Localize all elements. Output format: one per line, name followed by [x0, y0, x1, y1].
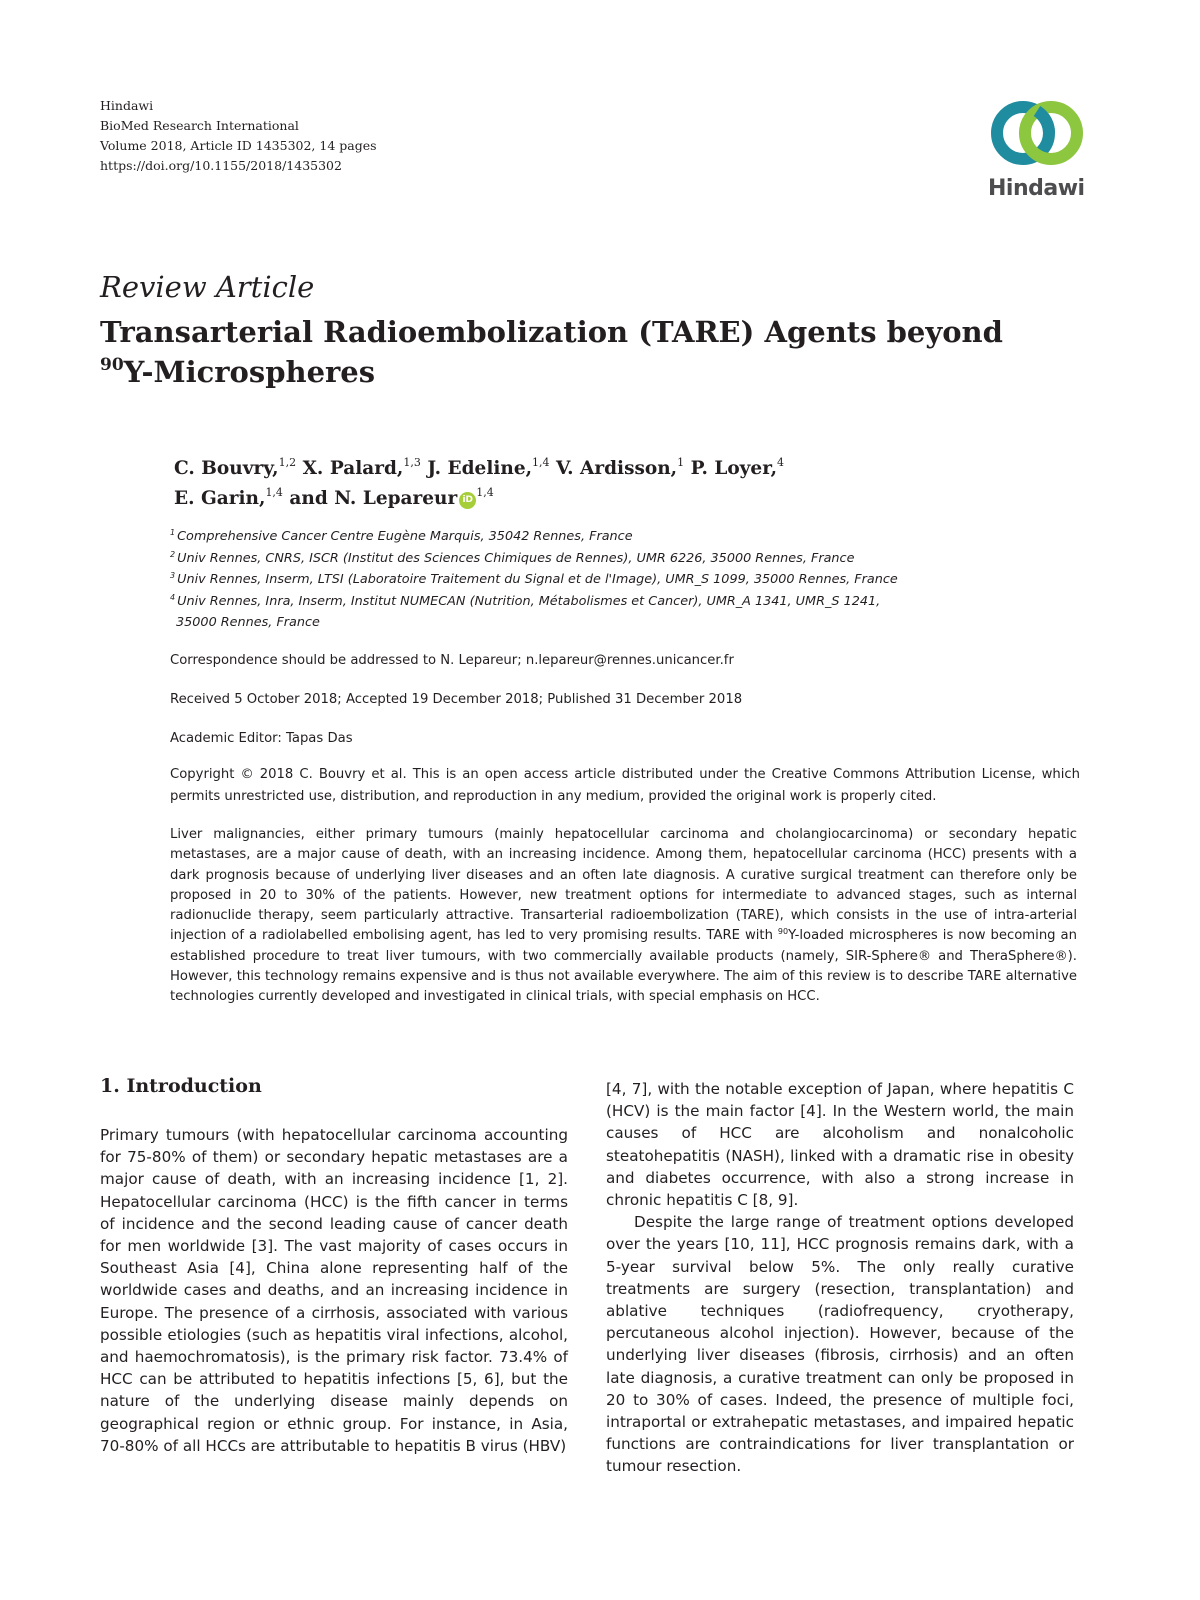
volume-info: Volume 2018, Article ID 1435302, 14 pages: [100, 138, 377, 153]
author-name: P. Loyer,: [690, 458, 778, 479]
title-line-2: Y-Microspheres: [123, 355, 376, 389]
affiliation-item: [170, 569, 1070, 591]
abstract-superscript: 90: [777, 927, 789, 937]
affiliation-text: Univ Rennes, CNRS, ISCR (Institut des Sciences Chimiques de Rennes), UMR 6226, 35000 Rennes, France: [177, 550, 855, 566]
affiliation-number: 1: [170, 528, 176, 537]
article-title: [100, 312, 1060, 392]
abstract-text: Liver malignancies, either primary tumours (mainly hepatocellular carcinoma and cholangiocarcinoma) or secondary hepatic metastases, are a major cause of death, with an increasing incidence. Among them, hepatocellular carcinoma (HCC) presents with a dark prognosis because of underlying liver diseases and an often late diagnosis. A curative surgical treatment can therefore only be proposed in 20 to 30% of the patients. However, new treatment options for intermediate to advanced stages, such as internal radionuclide therapy, seem particularly attractive. Transarterial radioembolization (TARE), which consists in the use of intra-arterial injection of a radiolabelled embolising agent, has led to very promising results. TARE with: [170, 827, 1077, 944]
author-name: J. Edeline,: [427, 458, 533, 479]
doi-link[interactable]: https://doi.org/10.1155/2018/1435302: [100, 158, 342, 173]
affiliation-continuation: 35000 Rennes, France: [176, 615, 320, 630]
paragraph: Primary tumours (with hepatocellular carcinoma accounting for 75-80% of them) or secondary hepatic metastases are a major cause of death, with an increasing incidence [1, 2]. Hepatocellular carcinoma (HCC) is the fifth cancer in terms of incidence and the second leading cause of cancer death for men worldwide [3]. The vast majority of cases occurs in Southeast Asia [4], China alone representing half of the worldwide cases and deaths, and an increasing incidence in Europe. The presence of a cirrhosis, associated with various possible etiologies (such as hepatitis viral infections, alcohol, and haemochromatosis), is the primary risk factor. 73.4% of HCC can be attributed to hepatitis infections [5, 6], but the nature of the underlying disease mainly depends on geographical region or ethnic group. For instance, in Asia, 70-80% of all HCCs are attributable to hepatitis B virus (HBV): [100, 1126, 568, 1455]
author-name: X. Palard,: [302, 458, 404, 479]
author-affiliation: 1: [677, 456, 685, 469]
affiliation-number: 2: [170, 549, 176, 559]
author-name: E. Garin,: [174, 488, 266, 509]
author-affiliation: 4: [777, 456, 785, 469]
journal-name: BioMed Research International: [100, 118, 299, 133]
publisher-name: Hindawi: [100, 98, 154, 113]
left-column: [100, 1124, 568, 1457]
abstract-text-continued: Y-loaded microspheres is now becoming an established procedure to treat liver tumours, with two commercially available products (namely, SIR-Sphere® and TheraSphere®). However, this technology remains expensive and is thus not available everywhere. The aim of this review is to describe TARE alternative technologies currently developed and investigated in clinical trials, with special emphasis on HCC.: [170, 928, 1077, 1005]
paragraph: Despite the large range of treatment options developed over the years [10, 11], HCC prognosis remains dark, with a 5-year survival below 5%. The only really curative treatments are surgery (resection, transplantation) and ablative techniques (radiofrequency, cryotherapy, percutaneous alcohol injection). However, because of the underlying liver diseases (fibrosis, cirrhosis) and an often late diagnosis, a curative treatment can only be proposed in 20 to 30% of cases. Indeed, the presence of multiple foci, intraportal or extrahepatic metastases, and impaired hepatic functions are contraindications for liver transplantation or tumour resection.: [606, 1213, 1074, 1476]
title-superscript: 90: [100, 355, 124, 375]
author-affiliation: 1,3: [403, 456, 421, 469]
title-line-1: Transarterial Radioembolization (TARE) Agents beyond: [100, 315, 1003, 349]
affiliation-number: 4: [170, 592, 176, 602]
abstract: [170, 825, 1077, 1008]
academic-editor: Academic Editor: Tapas Das: [170, 731, 353, 746]
affiliation-list: [170, 526, 1070, 634]
author-name: C. Bouvry,: [174, 458, 279, 479]
affiliation-text: Univ Rennes, Inra, Inserm, Institut NUMECAN (Nutrition, Métabolismes et Cancer), UMR_A 1341, UMR_S 1241,: [177, 593, 881, 609]
section-heading: 1. Introduction: [100, 1075, 262, 1097]
author-affiliation: 1,4: [265, 486, 283, 499]
affiliation-number: 3: [170, 571, 176, 580]
affiliation-text: Univ Rennes, Inserm, LTSI (Laboratoire Traitement du Signal et de l'Image), UMR_S 1099, 35000 Rennes, France: [177, 572, 898, 587]
author-affiliation: 1,4: [532, 456, 550, 469]
paragraph: [4, 7], with the notable exception of Japan, where hepatitis C (HCV) is the main factor [4]. In the Western world, the main causes of HCC are alcoholism and nonalcoholic steatohepatitis (NASH), linked with a dramatic rise in obesity and diabetes occurrence, with also a strong increase in chronic hepatitis C [8, 9].: [606, 1080, 1074, 1210]
correspondence: Correspondence should be addressed to N. Lepareur; n.lepareur@rennes.unicancer.fr: [170, 653, 734, 668]
publication-dates: Received 5 October 2018; Accepted 19 December 2018; Published 31 December 2018: [170, 692, 743, 707]
publication-info: [100, 96, 377, 176]
affiliation-item: [170, 548, 1070, 570]
affiliation-item: [170, 591, 1070, 613]
right-column: [606, 1078, 1074, 1478]
author-name: V. Ardisson,: [556, 458, 678, 479]
author-affiliation: 1,4: [476, 486, 494, 499]
hindawi-logo-text: Hindawi: [988, 176, 1085, 201]
copyright-notice: Copyright © 2018 C. Bouvry et al. This is an open access article distributed under the Creative Commons Attribution License, which permits unrestricted use, distribution, and reproduction in any medium, provided the original work is properly cited.: [170, 767, 1080, 804]
author-affiliation: 1,2: [278, 456, 297, 469]
article-type: Review Article: [100, 270, 315, 304]
author-list: [174, 454, 1074, 514]
affiliation-text: Comprehensive Cancer Centre Eugène Marquis, 35042 Rennes, France: [177, 529, 633, 544]
affiliation-item: [170, 526, 1070, 548]
orcid-icon[interactable]: iD: [459, 492, 476, 509]
author-name: and N. Lepareur: [289, 488, 458, 509]
